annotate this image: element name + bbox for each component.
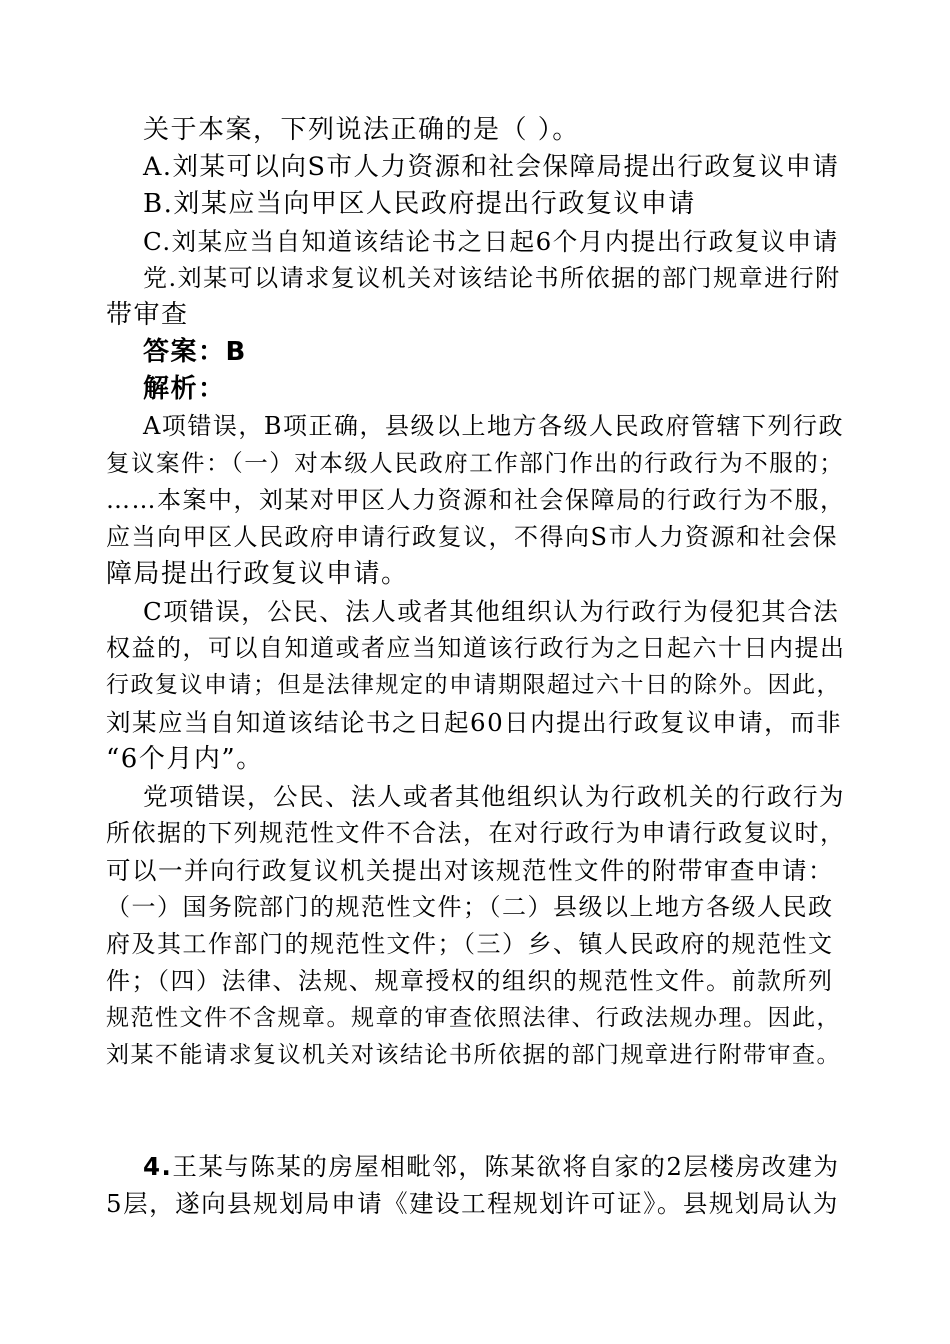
analysis-line: “6个月内”。 (106, 744, 264, 774)
answer-label: 答案：B (143, 337, 247, 367)
option-b: B.刘某应当向甲区人民政府提出行政复议申请 (143, 189, 696, 219)
analysis-ab-paragraph (106, 408, 846, 593)
question-number: 4. (143, 1152, 173, 1181)
analysis-label: 解析： (143, 374, 226, 404)
document-page (106, 112, 846, 1222)
option-c: C.刘某应当自知道该结论书之日起6个月内提出行政复议申请 (143, 227, 839, 256)
analysis-line: 刘某不能请求复议机关对该结论书所依据的部门规章进行附带审查。 (106, 1042, 841, 1068)
analysis-line: 应当向甲区人民政府申请行政复议，不得向S市人力资源和社会保 (106, 523, 838, 551)
analysis-line: （一）国务院部门的规范性文件；（二）县级以上地方各级人民政 (106, 893, 834, 921)
analysis-line: 党项错误，公民、法人或者其他组织认为行政机关的行政行为 (143, 782, 845, 811)
section-gap (106, 1074, 846, 1148)
analysis-line: 所依据的下列规范性文件不合法，在对行政行为申请行政复议时， (106, 819, 846, 847)
analysis-line: 刘某应当自知道该结论书之日起60日内提出行政复议申请，而非 (106, 708, 843, 737)
question-prompt: 关于本案，下列说法正确的是（ ）。 (143, 115, 580, 145)
analysis-line: 可以一并向行政复议机关提出对该规范性文件的附带审查申请： (106, 856, 834, 885)
question-text: 5层，遂向县规划局申请《建设工程规划许可证》。县规划局认为 (106, 1189, 839, 1218)
analysis-c-paragraph (106, 593, 846, 778)
next-question (106, 1148, 846, 1222)
option-d: 党.刘某可以请求复议机关对该结论书所依据的部门规章进行附 (143, 264, 841, 292)
analysis-line: 件；（四）法律、法规、规章授权的组织的规范性文件。前款所列 (106, 967, 834, 995)
analysis-line: 复议案件：（一）对本级人民政府工作部门作出的行政行为不服的； (106, 449, 845, 477)
analysis-line: ……本案中，刘某对甲区人力资源和社会保障局的行政行为不服， (106, 486, 846, 514)
analysis-line: 权益的，可以自知道或者应当知道该行政行为之日起六十日内提出 (106, 634, 846, 662)
analysis-line: 规范性文件不含规章。规章的审查依照法律、行政法规办理。因此， (106, 1005, 841, 1031)
analysis-line: C项错误，公民、法人或者其他组织认为行政行为侵犯其合法 (143, 597, 840, 626)
question-text: 王某与陈某的房屋相毗邻，陈某欲将自家的2层楼房改建为 (172, 1152, 840, 1181)
next-question-first-line (106, 1148, 846, 1185)
analysis-d-paragraph (106, 778, 846, 1074)
analysis-line: 障局提出行政复议申请。 (106, 559, 409, 589)
analysis-line: 府及其工作部门的规范性文件；（三）乡、镇人民政府的规范性文 (106, 930, 834, 958)
option-a: A.刘某可以向S市人力资源和社会保障局提出行政复议申请 (143, 152, 840, 182)
option-d-continuation: 带审查 (106, 300, 189, 330)
analysis-line: 行政复议申请；但是法律规定的申请期限超过六十日的除外。因此， (106, 672, 841, 698)
analysis-line: A项错误，B项正确，县级以上地方各级人民政府管辖下列行政 (143, 412, 844, 440)
